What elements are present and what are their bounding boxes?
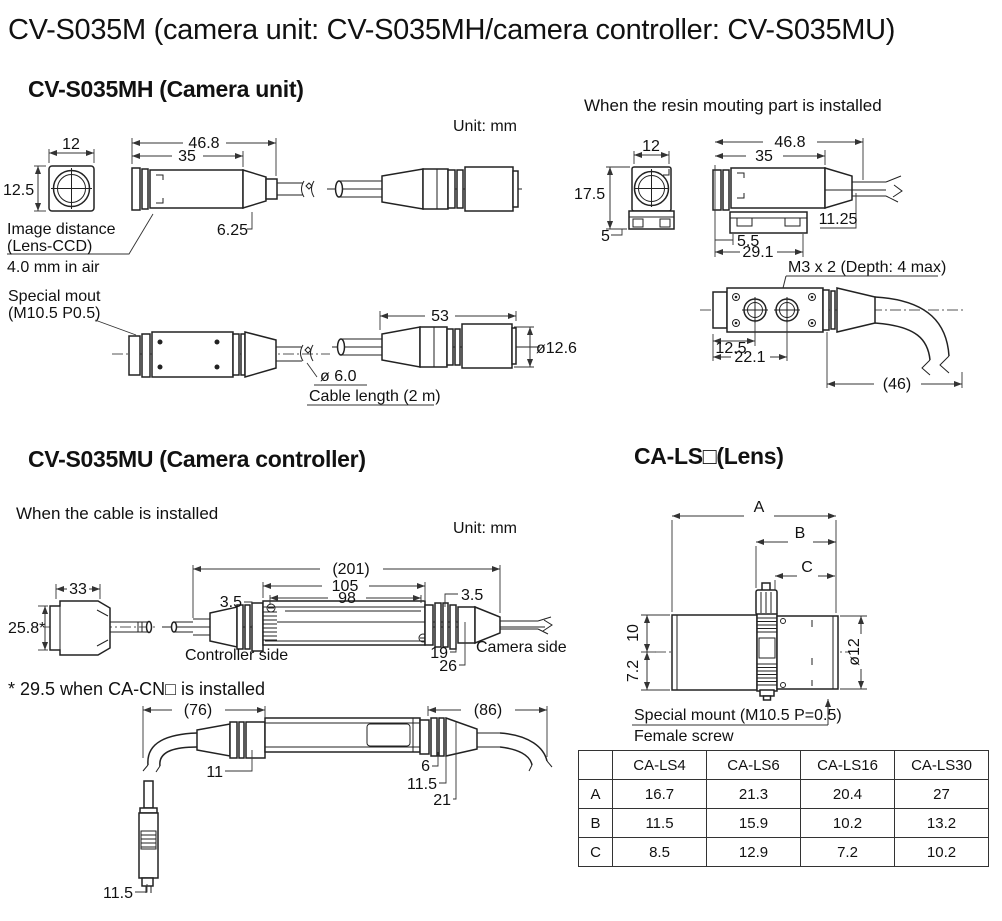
table-cell: 20.4 [801,780,895,809]
section-heading-lens: CA-LS□(Lens) [634,443,784,469]
table-row-label: C [579,838,613,867]
table-cell: 7.2 [801,838,895,867]
dim-cable-right: (86) [473,702,503,719]
controller-side-label: Controller side [185,647,289,664]
table-row-label: A [579,780,613,809]
camera-connector-53-view [332,308,577,368]
dim-lens-c: C [801,559,813,576]
dim-resin-cable: (46) [882,376,912,393]
dim-controller-front-height: 25.8* [8,620,46,637]
dim-resin-front-height: 17.5 [574,186,606,203]
dim-cable-6: 6 [421,758,430,775]
table-row-label: B [579,809,613,838]
dim-screw1-offset: 12.5 [715,340,747,357]
lens-drawing [625,499,867,745]
table-col-header: CA-LS16 [801,751,895,780]
unit-label-camera: Unit: mm [453,118,517,135]
special-mount-label-2: (M10.5 P0.5) [8,305,101,322]
dim-controller-26: 26 [439,658,457,675]
dim-lens-a: A [753,499,765,516]
camera-side-label: Camera side [476,639,567,656]
dim-controller-left-offset: 3.5 [219,594,242,611]
dim-front-height: 12.5 [3,182,35,199]
table-cell: 13.2 [895,809,989,838]
resin-bottom-view [700,288,965,393]
lens-female-screw-label: Female screw [634,728,734,745]
camera-front-view [3,136,94,211]
table-col-header: CA-LS30 [895,751,989,780]
cable-diameter-label: ø 6.0 [320,368,357,385]
resin-front-view [574,138,674,245]
dim-cable-21: 21 [433,792,451,809]
special-mount-label-1: Special mout [8,288,101,305]
dim-resin-side-offset: 11.25 [818,211,858,228]
table-header-row [579,751,989,780]
dim-resin-foot: 5 [601,228,610,245]
dim-side-body: 35 [178,148,196,165]
table-row [579,838,989,867]
dim-controller-right-offset: 3.5 [461,587,484,604]
dim-lens-b: B [794,525,806,542]
section-heading-camera-controller: CV-S035MU (Camera controller) [28,446,366,472]
dim-side-offset: 6.25 [216,222,248,239]
dim-resin-side-body: 35 [755,148,773,165]
table-row [579,809,989,838]
table-cell: 21.3 [707,780,801,809]
cable-length-label: Cable length (2 m) [309,388,441,405]
table-row [579,780,989,809]
dim-connector-diameter: ø12.6 [536,340,577,357]
dim-lens-bottom: 7.2 [625,659,642,683]
dim-lens-diameter: ø12 [846,638,863,666]
table-cell: 11.5 [613,809,707,838]
dim-front-width: 12 [62,136,80,153]
dim-resin-slot: 5.5 [737,233,760,250]
resin-side-view [713,134,946,296]
table-cell: 27 [895,780,989,809]
dim-lens-top: 10 [625,624,642,642]
section-heading-camera-unit: CV-S035MH (Camera unit) [28,76,304,102]
dim-plug-11-5: 11.5 [103,885,133,902]
table-cell: 12.9 [707,838,801,867]
table-cell: 10.2 [895,838,989,867]
dim-controller-inner: 98 [338,590,356,607]
screw-spec-label: M3 x 2 (Depth: 4 max) [788,259,947,276]
table-cell: 16.7 [613,780,707,809]
page-title: CV-S035M (camera unit: CV-S035MH/camera controller: CV-S035MU) [8,14,896,46]
dim-resin-pitch: 29.1 [742,244,774,261]
camera-cable-connector-view [327,118,522,211]
dim-cable-11-5: 11.5 [407,776,437,793]
dim-resin-side-overall: 46.8 [774,134,806,151]
lens-dimension-table [578,750,989,867]
dim-side-overall: 46.8 [188,135,220,152]
table-cell: 8.5 [613,838,707,867]
dim-screw2-offset: 22.1 [734,349,766,366]
dim-connector-length: 53 [431,308,449,325]
image-distance-label-2: (Lens-CCD) [7,238,93,255]
footnote: * 29.5 when CA-CN□ is installed [8,679,265,699]
dim-cable-left: (76) [183,702,213,719]
cable-note: When the cable is installed [16,504,219,523]
dim-controller-front-width: 33 [69,581,87,598]
image-distance-label-1: Image distance [7,221,116,238]
table-col-header: CA-LS4 [613,751,707,780]
dim-resin-front-width: 12 [642,138,660,155]
unit-label-controller: Unit: mm [453,520,517,537]
controller-front-view [8,581,158,655]
dim-cable-11: 11 [206,764,223,781]
table-cell: 15.9 [707,809,801,838]
table-corner-cell [579,751,613,780]
dim-controller-19: 19 [430,645,448,662]
controller-side-view [162,520,567,675]
controller-cable-view [103,702,552,902]
table-cell: 10.2 [801,809,895,838]
resin-mount-note: When the resin mouting part is installed [584,96,882,115]
dim-controller-overall: (201) [332,561,370,578]
table-col-header: CA-LS6 [707,751,801,780]
lens-mount-label: Special mount (M10.5 P=0.5) [634,707,842,724]
dim-controller-outer: 105 [331,578,359,595]
image-distance-value: 4.0 mm in air [7,259,100,276]
